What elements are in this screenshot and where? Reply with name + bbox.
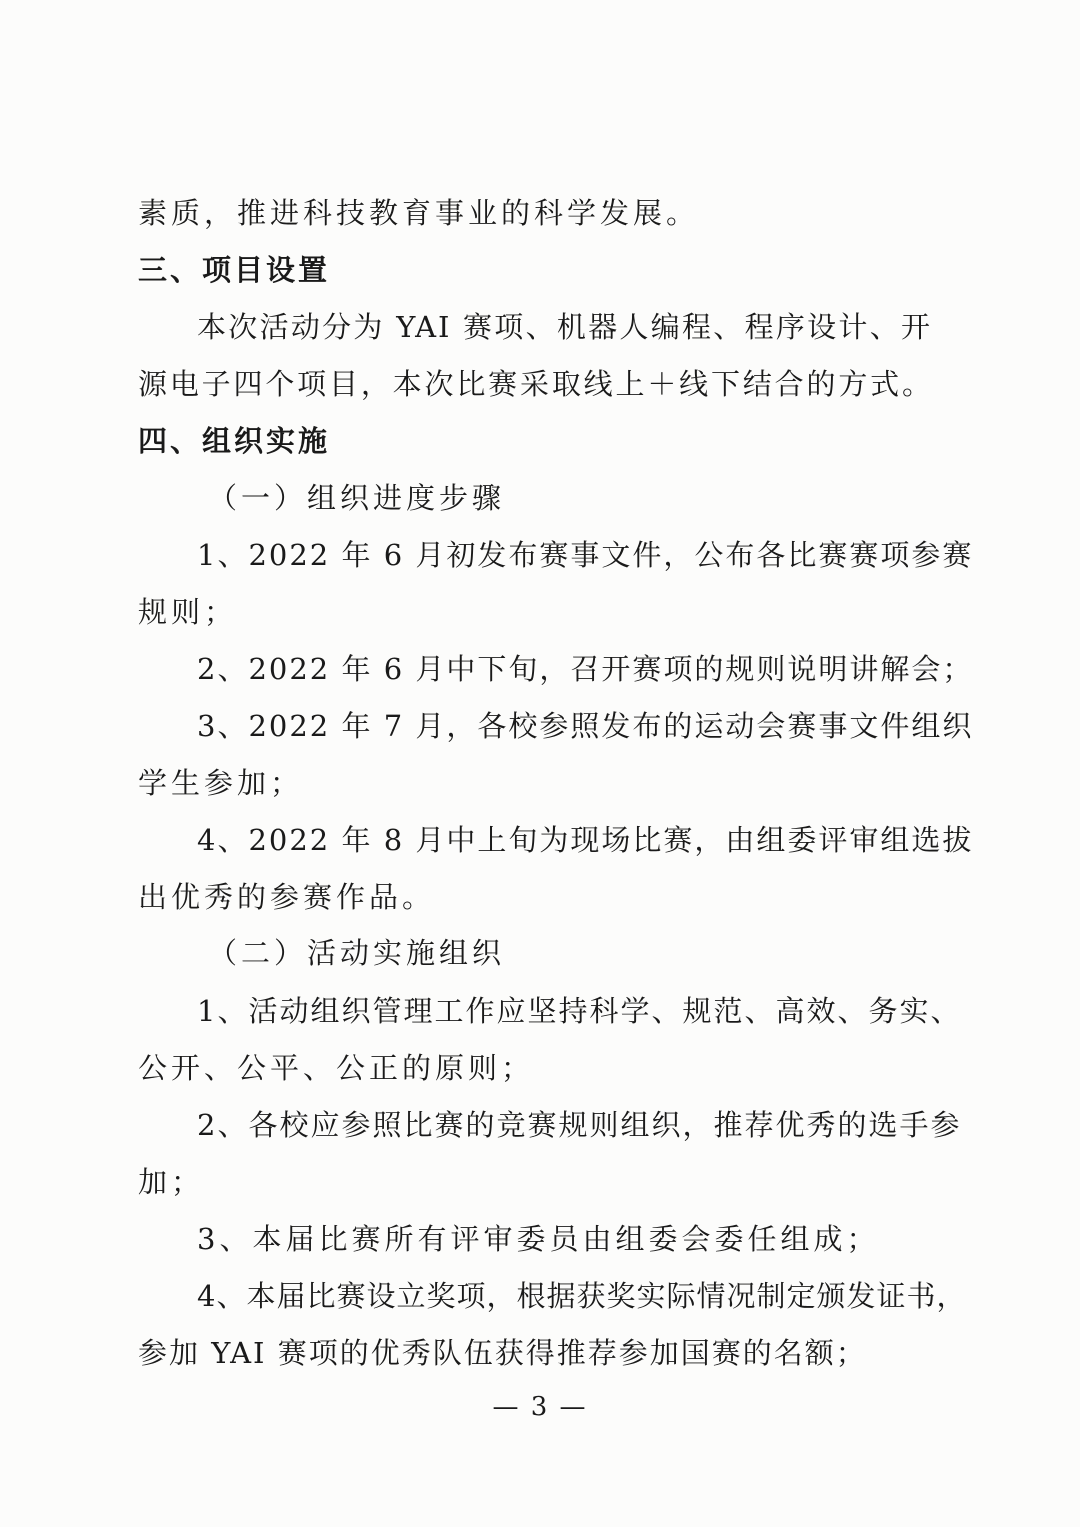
paragraph-line: 加；	[138, 1165, 205, 1199]
section-heading-organization: 四、组织实施	[138, 424, 331, 458]
paragraph-line: 源电子四个项目，本次比赛采取线上＋线下结合的方式。	[138, 367, 933, 401]
paragraph-line: 4、2022 年 8 月中上旬为现场比赛，由组委评审组选拔	[197, 823, 974, 857]
page-number: — 3 —	[492, 1392, 588, 1422]
paragraph-line: 出优秀的参赛作品。	[138, 880, 436, 914]
paragraph-line: 素质，推进科技教育事业的科学发展。	[138, 196, 700, 230]
paragraph-line: 规则；	[138, 595, 238, 629]
paragraph-line: 2、2022 年 6 月中下旬，召开赛项的规则说明讲解会；	[197, 652, 974, 686]
paragraph-line: 学生参加；	[138, 766, 304, 800]
paragraph-line: 本次活动分为 YAI 赛项、机器人编程、程序设计、开	[197, 310, 932, 344]
subsection-heading-progress-steps: （一）组织进度步骤	[208, 481, 506, 515]
paragraph-line: 4、本届比赛设立奖项，根据获奖实际情况制定颁发证书，	[197, 1279, 967, 1313]
paragraph-line: 参加 YAI 赛项的优秀队伍获得推荐参加国赛的名额；	[138, 1336, 867, 1370]
paragraph-line: 3、本届比赛所有评审委员由组委会委任组成；	[197, 1222, 880, 1256]
paragraph-line: 公开、公平、公正的原则；	[138, 1051, 535, 1085]
subsection-heading-activity-organization: （二）活动实施组织	[208, 936, 506, 970]
section-heading-project-setup: 三、项目设置	[138, 253, 331, 287]
paragraph-line: 2、各校应参照比赛的竞赛规则组织，推荐优秀的选手参	[197, 1108, 962, 1142]
paragraph-line: 1、活动组织管理工作应坚持科学、规范、高效、务实、	[197, 994, 962, 1028]
paragraph-line: 3、2022 年 7 月，各校参照发布的运动会赛事文件组织	[197, 709, 974, 743]
paragraph-line: 1、2022 年 6 月初发布赛事文件，公布各比赛赛项参赛	[197, 538, 974, 572]
